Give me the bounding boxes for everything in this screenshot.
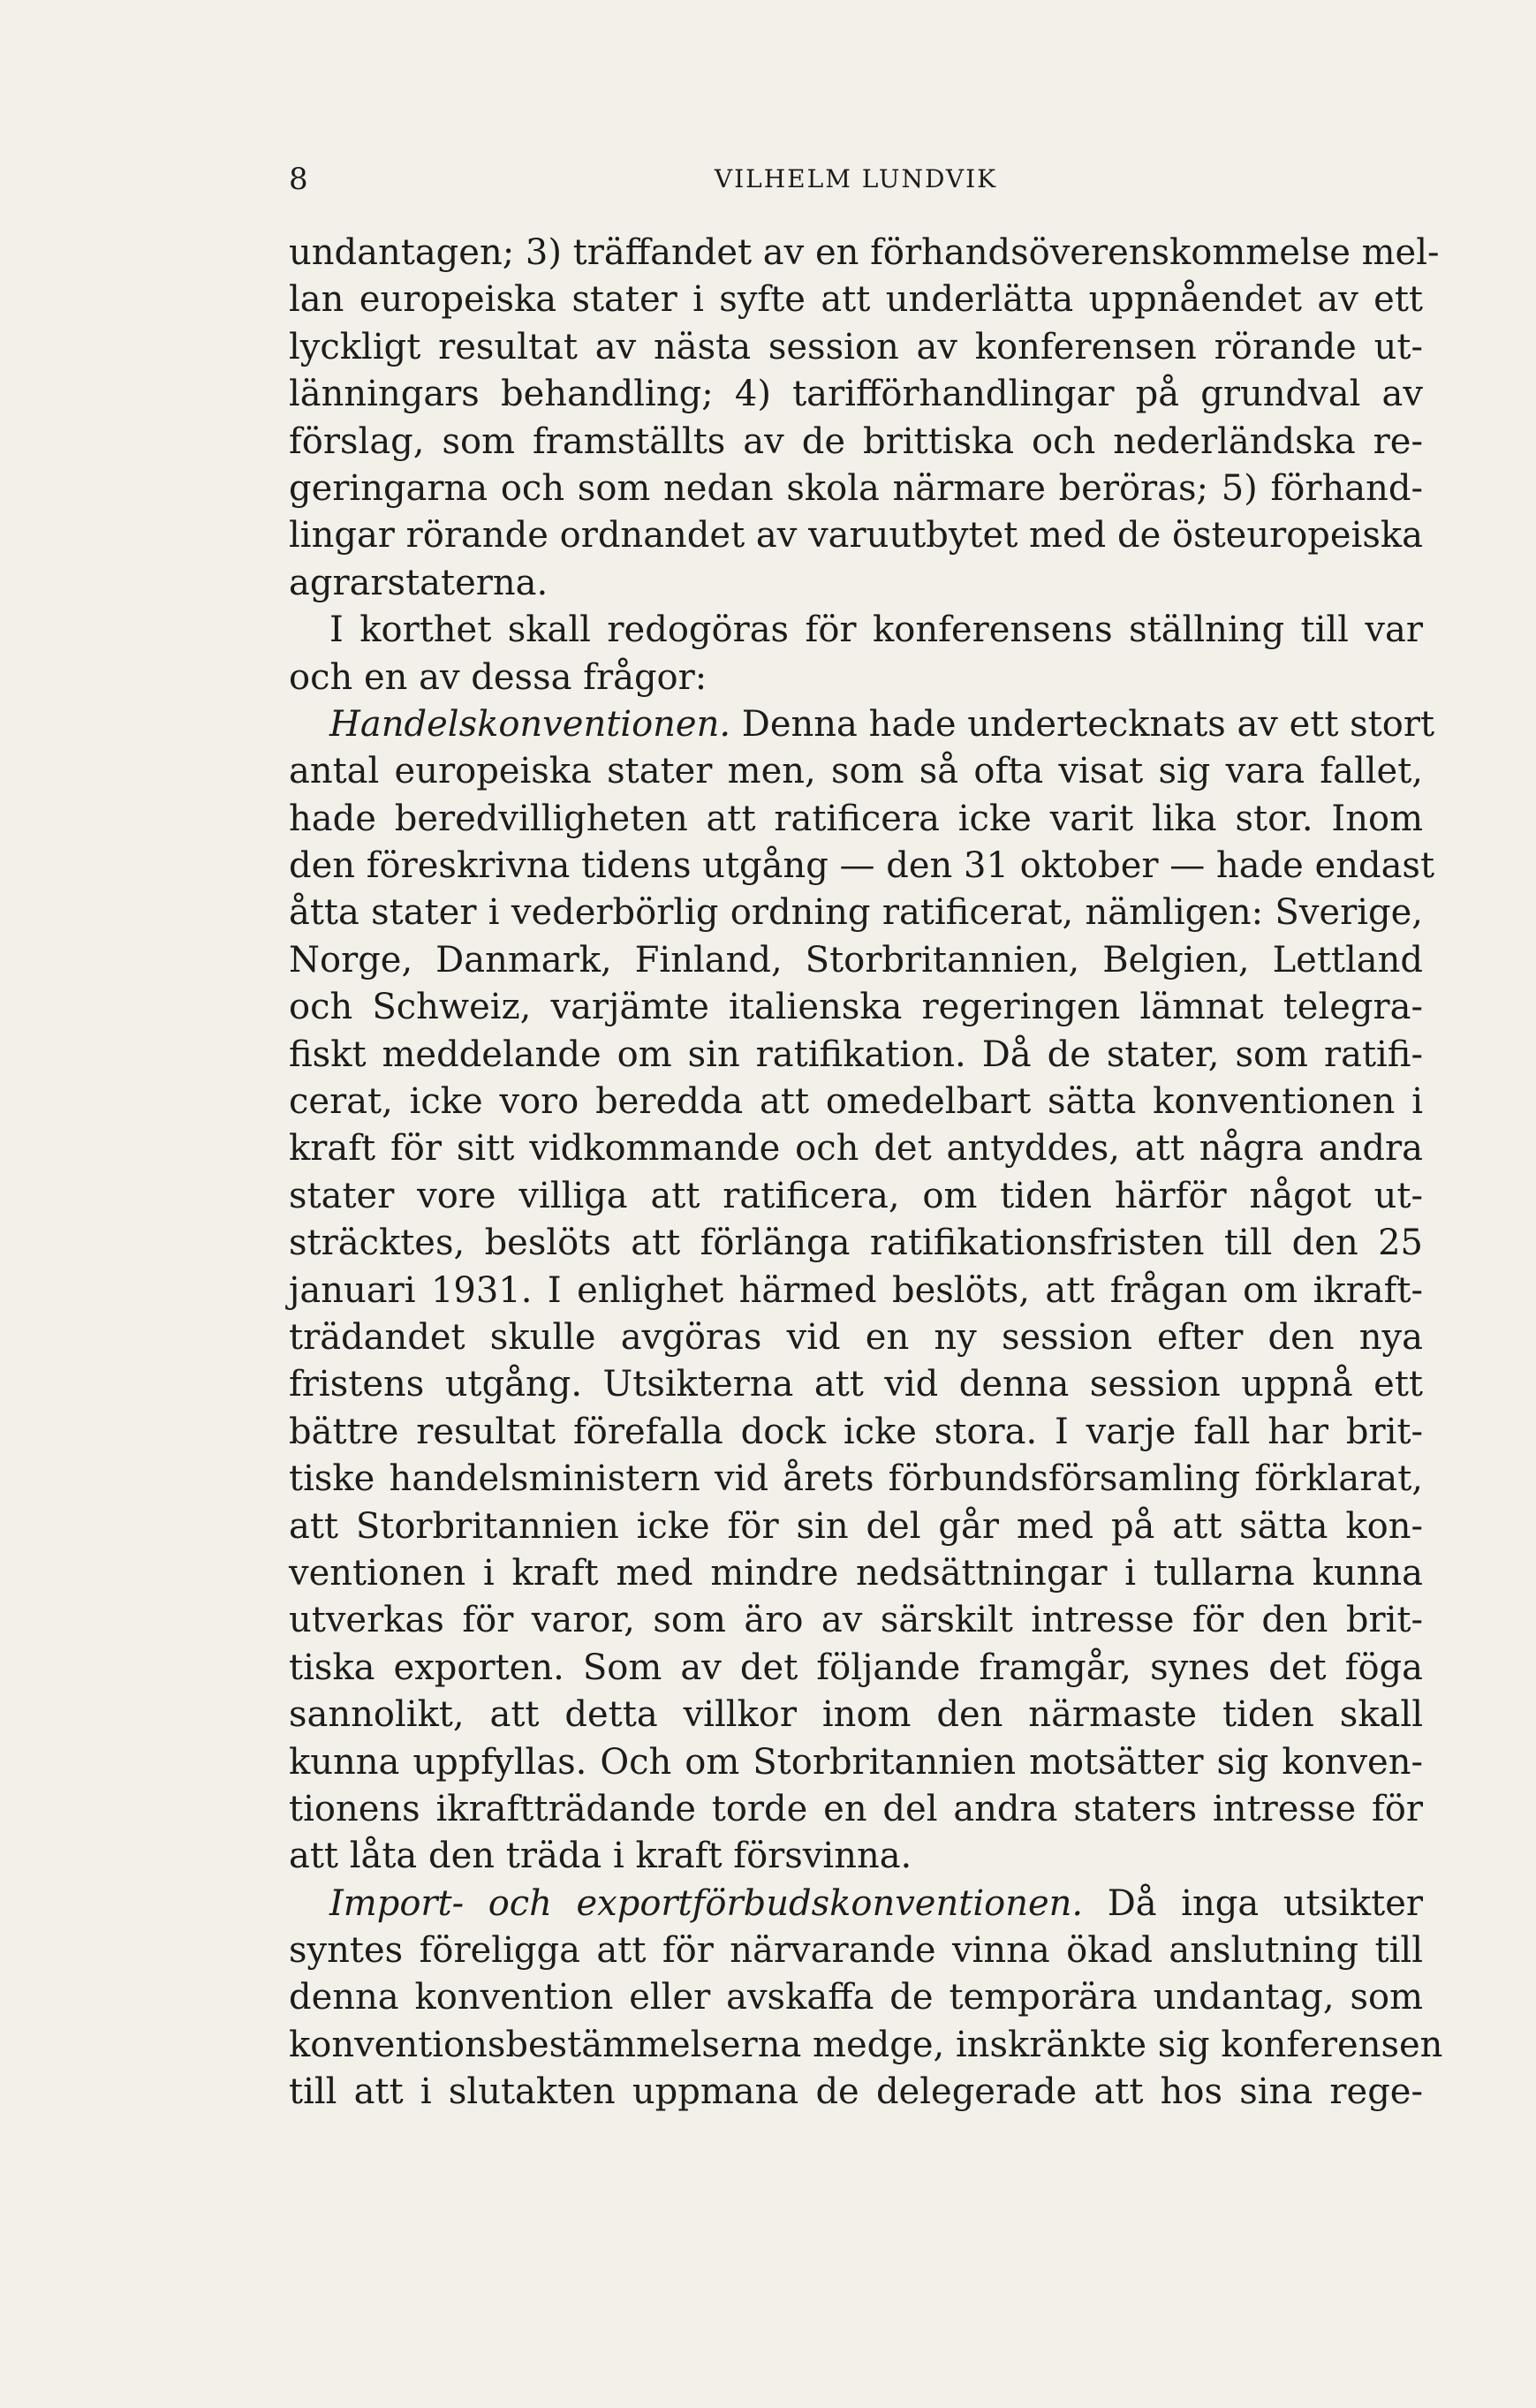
text-line: att Storbritannien icke för sin del går med på att sätta kon- (289, 1505, 1423, 1547)
text-line: konventionsbestämmelserna medge, inskränkte sig konferensen (289, 2024, 1443, 2065)
text-line: bättre resultat förefalla dock icke stora. I varje fall har brit- (289, 1411, 1423, 1452)
page-header (289, 157, 1423, 201)
text-line: geringarna och som nedan skola närmare beröras; 5) förhand- (289, 467, 1423, 509)
text-line: hade beredvilligheten att ratificera icke varit lika stor. Inom (289, 798, 1423, 839)
text-line: till att i slutakten uppmana de delegerade att hos sina rege- (289, 2071, 1423, 2113)
text-line: lyckligt resultat av nästa session av konferensen rörande ut- (289, 326, 1423, 367)
text-line: länningars behandling; 4) tarifförhandlingar på grundval av (289, 374, 1423, 415)
text-line: trädandet skulle avgöras vid en ny session efter den nya (289, 1316, 1423, 1358)
text-line: Norge, Danmark, Finland, Storbritannien, Belgien, Lettland (289, 939, 1423, 981)
text-line: Denna hade undertecknats av ett stort (741, 703, 1435, 745)
text-line: tiske handelsministern vid årets förbundsförsamling förklarat, (289, 1458, 1423, 1500)
text-line: förslag, som framställts av de brittiska och nederländska re- (289, 420, 1423, 462)
text-line: fristens utgång. Utsikterna att vid denna session uppnå ett (289, 1364, 1423, 1405)
text-line: och Schweiz, varjämte italienska regeringen lämnat telegra- (289, 987, 1423, 1028)
page-number: 8 (289, 162, 308, 197)
text-line: åtta stater i vederbörlig ordning ratificerat, nämligen: Sverige, (289, 892, 1423, 934)
text-line: fiskt meddelande om sin ratifikation. Då de stater, som ratifi- (289, 1034, 1423, 1075)
text-line: sträcktes, beslöts att förlänga ratifikationsfristen till den 25 (289, 1223, 1423, 1264)
italic-heading-import-export: Import- och exportförbudskonventionen. (329, 1882, 1084, 1924)
text-line: tionens ikraftträdande torde en del andra staters intresse för (289, 1788, 1423, 1829)
text-line: och en av dessa frågor: (289, 656, 707, 698)
text-line: syntes föreligga att för närvarande vinna ökad anslutning till (289, 1930, 1423, 1972)
text-line: sannolikt, att detta villkor inom den närmaste tiden skall (289, 1694, 1423, 1736)
text-line: att låta den träda i kraft försvinna. (289, 1836, 912, 1877)
text-line-with-heading (289, 1881, 1423, 1927)
italic-heading-handelskonventionen: Handelskonventionen. (329, 703, 731, 745)
text-line: antal europeiska stater men, som så ofta visat sig vara fallet, (289, 751, 1423, 792)
text-line: cerat, icke voro beredda att omedelbart sätta konventionen i (289, 1081, 1423, 1123)
text-line: kunna uppfyllas. Och om Storbritannien motsätter sig konven- (289, 1741, 1423, 1783)
text-line: ventionen i kraft med mindre nedsättningar i tullarna kunna (289, 1552, 1423, 1594)
text-line: agrarstaterna. (289, 562, 549, 603)
text-line: undantagen; 3) träffandet av en förhandsöverenskommelse mel- (289, 232, 1440, 273)
text-line: januari 1931. I enlighet härmed beslöts, att frågan om ikraft- (289, 1269, 1423, 1311)
running-head: VILHELM LUNDVIK (714, 164, 998, 193)
text-line: kraft för sitt vidkommande och det antyddes, att några andra (289, 1128, 1423, 1170)
text-line: Då inga utsikter (1107, 1882, 1424, 1924)
body-text (289, 230, 1443, 2116)
text-line: lingar rörande ordnandet av varuutbytet med de östeuropeiska (289, 515, 1423, 557)
text-line: denna konvention eller avskaffa de temporära undantag, som (289, 1977, 1423, 2018)
text-line-with-heading (289, 701, 1435, 748)
text-line: utverkas för varor, som äro av särskilt intresse för den brit- (289, 1600, 1423, 1641)
text-line: tiska exporten. Som av det följande framgår, synes det föga (289, 1647, 1423, 1688)
text-line: den föreskrivna tidens utgång — den 31 oktober — hade endast (289, 845, 1435, 887)
text-line: lan europeiska stater i syfte att underlätta uppnåendet av ett (289, 279, 1423, 321)
text-line: I korthet skall redogöras för konferensens ställning till var (329, 610, 1423, 651)
text-line: stater vore villiga att ratificera, om tiden härför något ut- (289, 1175, 1423, 1216)
